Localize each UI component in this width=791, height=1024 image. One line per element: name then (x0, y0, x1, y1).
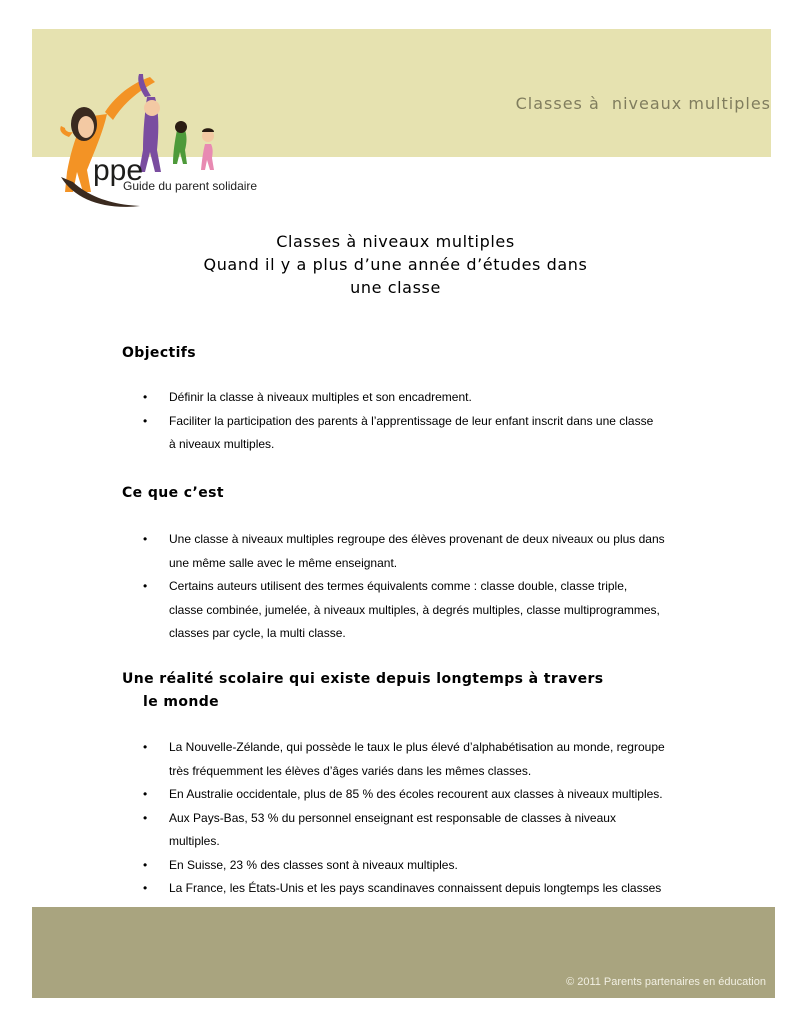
logo-purple-head (144, 100, 160, 116)
bullet: • (143, 787, 148, 801)
list-item: • Certains auteurs utilisent des termes équivalents comme : classe double, classe triple, classe combinée, jumelée, à niveaux multiples, à degrés multiples, classe multiprogrammes, classes par cycle, la multi classe. (122, 575, 702, 646)
title-line: une classe (350, 278, 441, 297)
bullet: • (143, 740, 148, 754)
bullet: • (143, 810, 148, 825)
document-title (0, 230, 791, 299)
bullet: • (143, 857, 148, 872)
list-item: • Faciliter la participation des parents à l’apprentissage de leur enfant inscrit dans une classe à niveaux multiples. (122, 410, 702, 457)
section-ce-que-c-est (122, 482, 702, 646)
logo-pink-figure (201, 144, 214, 170)
bullet: • (143, 579, 148, 593)
list-item: • En Australie occidentale, plus de 85 % des écoles recourent aux classes à niveaux multiples. (122, 783, 702, 807)
title-line: Quand il y a plus d’une année d’études dans (203, 255, 588, 274)
bullet-list (122, 528, 702, 646)
list-item: • Une classe à niveaux multiples regroupe des élèves provenant de deux niveaux ou plus dans une même salle avec le même enseignant. (122, 528, 702, 575)
footer-copyright: © 2011 Parents partenaires en éducation (566, 976, 766, 988)
section-heading: Une réalité scolaire qui existe depuis longtemps à travers le monde (122, 671, 604, 710)
footer-band (32, 907, 775, 998)
logo-text: ppe (93, 154, 144, 187)
logo-subtitle: Guide du parent solidaire (123, 179, 258, 193)
list-item: • La Nouvelle-Zélande, qui possède le taux le plus élevé d’alphabétisation au monde, regroupe très fréquemment les élèves d’âges variés dans les mêmes classes. (122, 736, 702, 783)
section-realite-scolaire (122, 668, 702, 901)
list-item: • La France, les États-Unis et les pays scandinaves connaissent depuis longtemps les classes (122, 877, 702, 901)
bullet: • (143, 413, 148, 428)
header-title: Classes à niveaux multiples (515, 94, 771, 113)
title-line: Classes à niveaux multiples (276, 232, 515, 251)
section-objectifs (122, 342, 702, 457)
list-item: • Aux Pays-Bas, 53 % du personnel enseignant est responsable de classes à niveaux multiples. (122, 807, 702, 854)
list-item: • En Suisse, 23 % des classes sont à niveaux multiples. (122, 854, 702, 878)
section-heading: Objectifs (122, 345, 197, 361)
list-item: • Définir la classe à niveaux multiples et son encadrement. (122, 386, 702, 410)
bullet-list (122, 386, 702, 457)
bullet: • (143, 881, 148, 895)
bullet-list (122, 736, 702, 901)
section-heading: Ce que c’est (122, 485, 224, 501)
logo-green-figure (173, 130, 187, 164)
bullet: • (143, 390, 148, 404)
bullet: • (143, 532, 148, 546)
